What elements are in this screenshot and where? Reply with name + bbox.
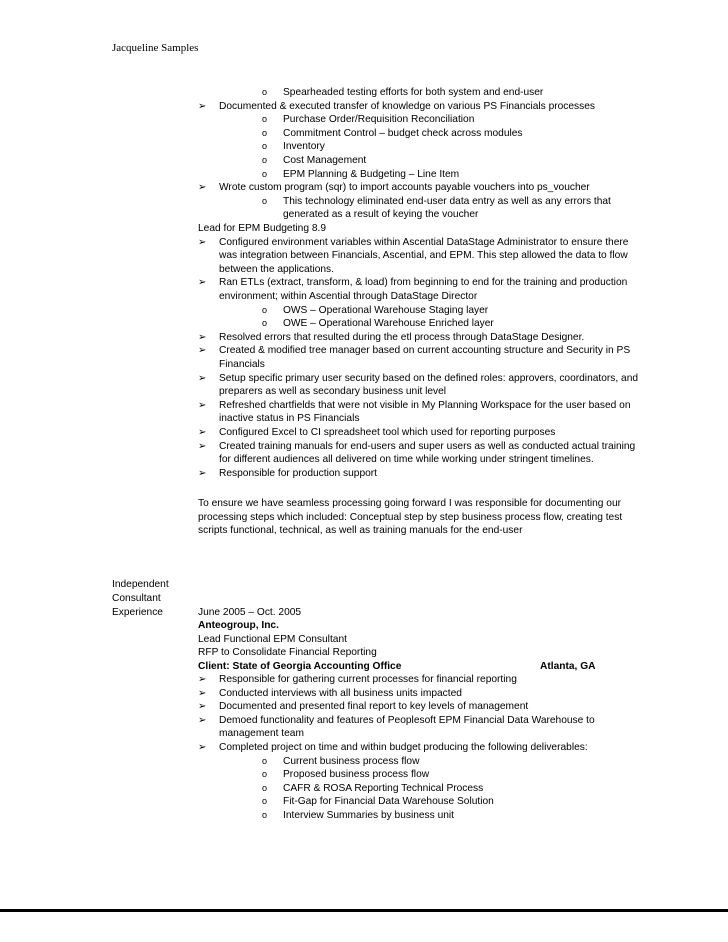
header-name: Jacqueline Samples xyxy=(112,42,199,54)
list-item: inactive status in PS Financials xyxy=(219,413,360,425)
list-item: CAFR & ROSA Reporting Technical Process xyxy=(283,782,484,794)
list-item: Created & modified tree manager based on current accounting structure and Security in PS xyxy=(219,345,631,357)
bullet-marker: ➢ xyxy=(198,467,207,479)
sub-bullet-marker: o xyxy=(262,141,268,152)
list-item: This technology eliminated end-user data entry as well as any errors that xyxy=(283,195,611,207)
company-name: Anteogroup, Inc. xyxy=(198,620,279,631)
list-item: generated as a result of keying the voucher xyxy=(283,209,479,221)
list-item: Cost Management xyxy=(283,155,367,166)
sub-bullet-marker: o xyxy=(262,796,268,807)
page-bottom-rule xyxy=(0,909,728,912)
bullet-marker: ➢ xyxy=(198,440,207,452)
sub-bullet-marker: o xyxy=(262,810,268,820)
sub-bullet-marker: o xyxy=(262,155,268,165)
list-item: Spearheaded testing efforts for both system and end-user xyxy=(283,87,544,98)
list-item: Demoed functionality and features of Peoplesoft EPM Financial Data Warehouse to xyxy=(219,714,595,726)
bullet-marker: ➢ xyxy=(198,399,207,411)
job-title: Lead Functional EPM Consultant xyxy=(198,634,347,645)
list-item: between the applications. xyxy=(219,263,334,275)
bullet-marker: ➢ xyxy=(198,100,207,112)
paragraph-line: scripts functional, technical, as well as training manuals for the end-user xyxy=(198,525,523,537)
paragraph-line: To ensure we have seamless processing going forward I was responsible for documenting our xyxy=(198,498,622,509)
project-name: RFP to Consolidate Financial Reporting xyxy=(198,647,377,658)
list-item: Ran ETLs (extract, transform, & load) from beginning to end for the training and production xyxy=(219,277,628,289)
bullet-marker: ➢ xyxy=(198,701,207,713)
sub-bullet-marker: o xyxy=(262,168,268,179)
job-dates: June 2005 – Oct. 2005 xyxy=(198,607,302,618)
list-item: environment; within Ascential through DataStage Director xyxy=(219,291,478,302)
list-item: Setup specific primary user security based on the defined roles: approvers, coordinators, and xyxy=(219,372,639,384)
sub-bullet-marker: o xyxy=(262,87,268,97)
list-item: Wrote custom program (sqr) to import accounts payable vouchers into ps_voucher xyxy=(219,182,590,194)
list-item: Commitment Control – budget check across modules xyxy=(283,127,523,139)
list-item: EPM Planning & Budgeting – Line Item xyxy=(283,168,460,180)
sub-bullet-marker: o xyxy=(262,318,268,329)
section-label-line-2: Consultant xyxy=(112,593,161,604)
list-item: Fit-Gap for Financial Data Warehouse Solution xyxy=(283,796,494,808)
list-item: Configured environment variables within Ascential DataStage Administrator to ensure there xyxy=(219,236,629,248)
sub-bullet-marker: o xyxy=(262,755,268,766)
bullet-marker: ➢ xyxy=(198,372,207,384)
client-name: Client: State of Georgia Accounting Office xyxy=(198,661,402,672)
bullet-marker: ➢ xyxy=(198,714,207,726)
section-label-line-3: Experience xyxy=(112,607,163,618)
list-item: was integration between Financials, Ascential, and EPM. This step allowed the data to flow xyxy=(219,250,628,262)
sub-bullet-marker: o xyxy=(262,769,268,780)
list-item: Resolved errors that resulted during the etl process through DataStage Designer. xyxy=(219,331,585,343)
sub-bullet-marker: o xyxy=(262,304,268,315)
bullet-marker: ➢ xyxy=(198,427,207,438)
list-item: Proposed business process flow xyxy=(283,769,430,781)
list-item: Documented and presented final report to key levels of management xyxy=(219,701,529,713)
sub-bullet-marker: o xyxy=(262,195,268,206)
list-item: Completed project on time and within budget producing the following deliverables: xyxy=(219,742,588,753)
list-item: Responsible for gathering current processes for financial reporting xyxy=(219,674,517,685)
sub-bullet-marker: o xyxy=(262,782,268,793)
list-item: OWS – Operational Warehouse Staging layer xyxy=(283,304,489,316)
bullet-marker: ➢ xyxy=(198,742,207,753)
list-item: Refreshed chartfields that were not visible in My Planning Workspace for the user based on xyxy=(219,399,631,411)
section-label-line-1: Independent xyxy=(112,579,169,590)
list-item: preparers as well as secondary business unit level xyxy=(219,386,447,398)
bullet-marker: ➢ xyxy=(198,331,207,343)
bullet-marker: ➢ xyxy=(198,674,207,685)
list-item: Created training manuals for end-users and super users as well as conducted actual training xyxy=(219,440,636,452)
list-item: Financials xyxy=(219,359,265,370)
list-item: Responsible for production support xyxy=(219,467,378,479)
list-item: management team xyxy=(219,728,304,740)
list-item: Interview Summaries by business unit xyxy=(283,810,454,821)
list-item: Configured Excel to CI spreadsheet tool which used for reporting purposes xyxy=(219,427,556,438)
list-item: Purchase Order/Requisition Reconciliation xyxy=(283,114,475,126)
list-item: Documented & executed transfer of knowledge on various PS Financials processes xyxy=(219,100,596,112)
list-item: Current business process flow xyxy=(283,755,420,767)
list-item: Conducted interviews with all business units impacted xyxy=(219,687,462,699)
list-item: OWE – Operational Warehouse Enriched layer xyxy=(283,318,494,330)
sub-bullet-marker: o xyxy=(262,114,268,125)
list-item: Lead for EPM Budgeting 8.9 xyxy=(198,223,326,234)
list-item: Inventory xyxy=(283,141,325,153)
client-location: Atlanta, GA xyxy=(540,661,596,672)
bullet-marker: ➢ xyxy=(198,687,207,699)
sub-bullet-marker: o xyxy=(262,127,268,138)
bullet-marker: ➢ xyxy=(198,345,207,357)
bullet-marker: ➢ xyxy=(198,277,207,289)
bullet-marker: ➢ xyxy=(198,236,207,248)
bullet-marker: ➢ xyxy=(198,182,207,194)
list-item: for different audiences all delivered on time while working under stringent timelines. xyxy=(219,454,594,466)
paragraph-line: processing steps which included: Conceptual step by step business process flow, creating test xyxy=(198,511,623,523)
